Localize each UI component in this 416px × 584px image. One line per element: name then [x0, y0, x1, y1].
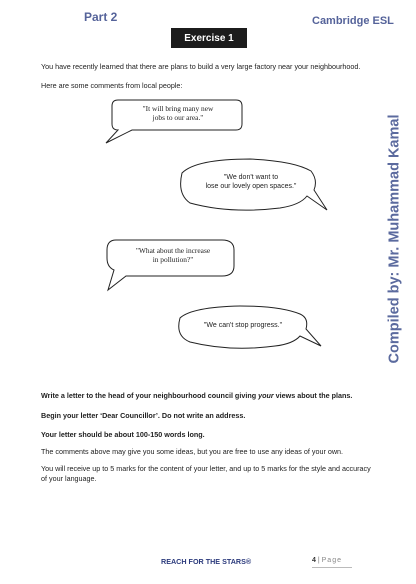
bubble-1-line-1: "It will bring many new [142, 104, 214, 113]
bubble-4-text [188, 322, 298, 331]
bubble-2-line-1: "We don't want to [223, 174, 279, 181]
bubble-4-line-1: "We can't stop progress." [203, 322, 283, 329]
compiled-by-text: Compiled by: Mr. Muhammad Kamal [386, 114, 402, 364]
exercise-title: Exercise 1 [171, 28, 247, 48]
footer-rule [312, 567, 352, 568]
bubble-1-line-2: jobs to our area." [152, 113, 204, 123]
task-length: Your letter should be about 100-150 words long. [41, 430, 205, 439]
task-write-pre: Write a letter to the head of your neighbourhood council giving [41, 391, 259, 400]
footer-slogan: REACH FOR THE STARS® [161, 557, 252, 566]
task-write [41, 391, 352, 401]
task-marks: You will receive up to 5 marks for the content of your letter, and up to 5 marks for the style and accuracy of your language. [41, 464, 371, 483]
footer-page [312, 557, 342, 564]
bubble-1-text [124, 104, 232, 123]
task-write-post: views about the plans. [273, 391, 353, 400]
bubble-2-text [192, 174, 310, 192]
bubble-3-line-2: in pollution?" [152, 255, 194, 265]
task-write-emphasis: your [258, 391, 274, 400]
task-comments: The comments above may give you some ideas, but you are free to use any ideas of your own. [41, 447, 344, 456]
task-begin: Begin your letter ‘Dear Councillor’. Do not write an address. [41, 411, 246, 420]
bubble-2-line-2: lose our lovely open spaces." [205, 182, 297, 190]
intro-line-1: You have recently learned that there are plans to build a very large factory near your neighbourhood. [41, 62, 361, 71]
bubble-3-line-1: "What about the increase [135, 246, 211, 255]
page-word: Page [321, 557, 342, 564]
intro-line-2: Here are some comments from local people: [41, 81, 183, 90]
page-separator: | [317, 557, 320, 564]
part-label: Part 2 [84, 10, 118, 24]
compiled-by-sidebar [380, 98, 408, 380]
brand-label: Cambridge ESL [312, 15, 394, 27]
bubble-3-text [118, 246, 228, 265]
page-number: 4 [312, 557, 316, 564]
